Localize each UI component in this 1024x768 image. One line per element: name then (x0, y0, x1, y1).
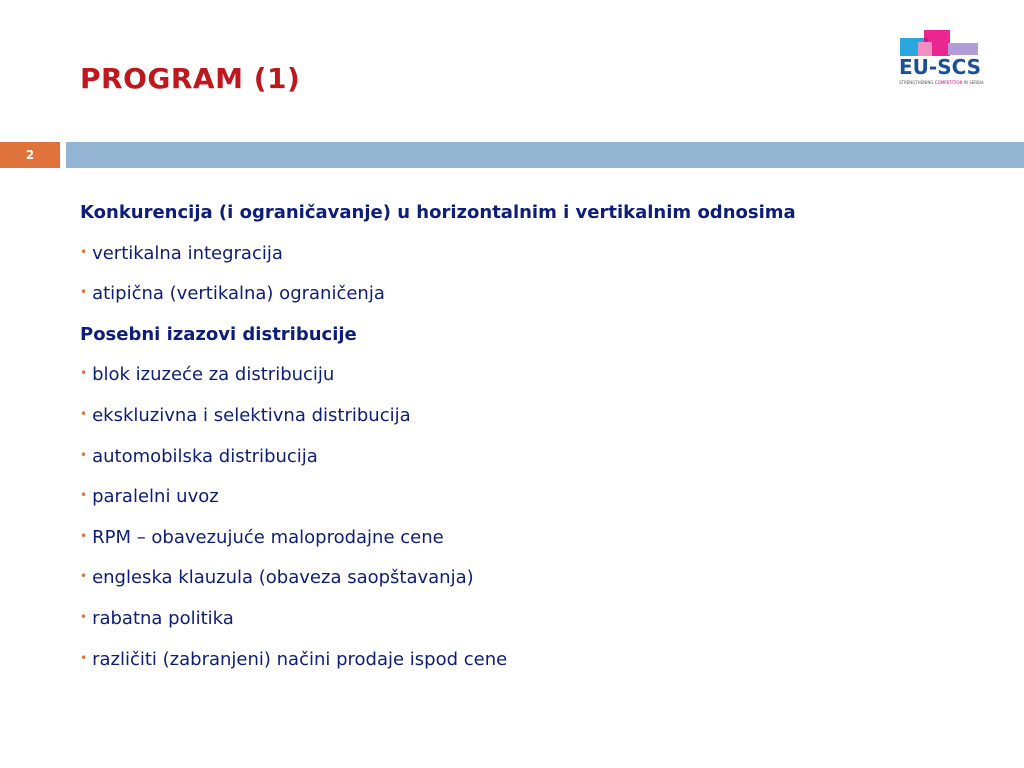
bullet-text: vertikalna integracija (92, 242, 283, 264)
logo-square-lilac (948, 43, 978, 55)
bullet-icon: • (80, 285, 88, 300)
bullet-icon: • (80, 244, 88, 259)
logo-square-pink (918, 42, 932, 56)
bullet-text: blok izuzeće za distribuciju (92, 364, 335, 386)
bullet-item (80, 523, 980, 564)
bullet-item (80, 604, 980, 645)
bullet-text: RPM – obavezujuće maloprodajne cene (92, 526, 444, 548)
bullet-icon: • (80, 609, 88, 624)
bullet-icon: • (80, 569, 88, 584)
bullet-item (80, 239, 980, 280)
bullet-item (80, 482, 980, 523)
logo-tagline (899, 80, 985, 85)
bullet-text: paralelni uvoz (92, 486, 219, 508)
bullet-item (80, 360, 980, 401)
bullet-text: rabatna politika (92, 607, 234, 629)
bullet-item (80, 442, 980, 483)
slide-title: PROGRAM (1) (80, 62, 301, 95)
section-heading-competition: Konkurencija (i ograničavanje) u horizontalnim i vertikalnim odnosima (80, 202, 796, 223)
bullet-item (80, 401, 980, 442)
bullet-text: engleska klauzula (obaveza saopštavanja) (92, 567, 474, 589)
bullet-icon: • (80, 447, 88, 462)
logo-text: EU-SCS (899, 55, 982, 79)
bullet-icon: • (80, 650, 88, 665)
logo-tagline-part1: STRENGTHENING (899, 80, 935, 85)
bullet-icon: • (80, 488, 88, 503)
bullet-item (80, 645, 980, 686)
slide-content (80, 198, 980, 685)
slide-number-badge: 2 (0, 142, 60, 168)
bullet-item (80, 563, 980, 604)
bullet-icon: • (80, 528, 88, 543)
logo-tagline-accent: COMPETITION (934, 80, 963, 85)
bullet-icon: • (80, 366, 88, 381)
bullet-text: automobilska distribucija (92, 445, 318, 467)
bullet-icon: • (80, 406, 88, 421)
bullet-item (80, 279, 980, 320)
bullet-text: ekskluzivna i selektivna distribucija (92, 404, 411, 426)
bullet-text: različiti (zabranjeni) načini prodaje ispod cene (92, 648, 508, 670)
header-divider-bar (66, 142, 1024, 168)
bullet-text: atipična (vertikalna) ograničenja (92, 283, 385, 305)
section-heading-distribution: Posebni izazovi distribucije (80, 323, 357, 345)
eu-scs-logo (896, 28, 986, 86)
logo-tagline-part2: IN SERBIA (962, 80, 984, 85)
